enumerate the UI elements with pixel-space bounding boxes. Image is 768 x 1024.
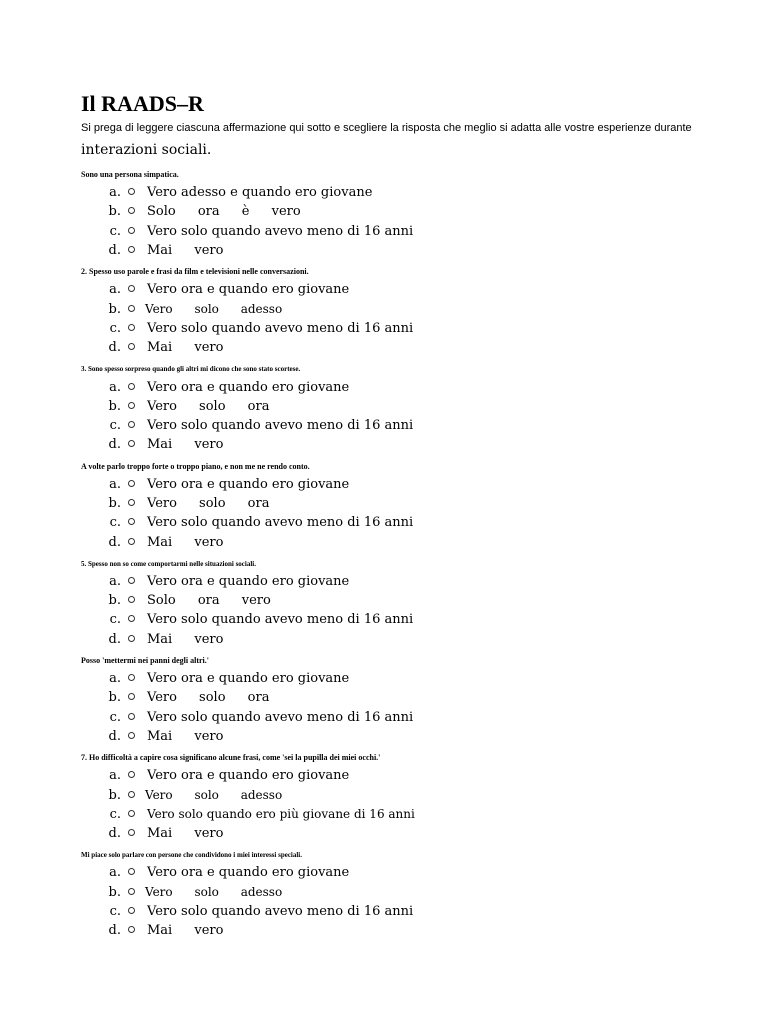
- option-label: Vero adesso e quando ero giovane: [147, 185, 373, 201]
- option-label: Vero solo ora: [147, 496, 270, 511]
- radio-icon[interactable]: [128, 810, 135, 817]
- answer-option-d[interactable]: [81, 338, 741, 357]
- answer-option-d[interactable]: [81, 921, 741, 940]
- question-4: [81, 455, 741, 552]
- option-label: Vero ora e quando ero giovane: [147, 865, 350, 881]
- answer-option-a[interactable]: [81, 669, 741, 688]
- radio-icon[interactable]: [128, 246, 135, 253]
- radio-icon[interactable]: [128, 227, 135, 234]
- option-letter: a.: [109, 282, 121, 298]
- answer-options: [81, 377, 741, 454]
- option-letter: b.: [108, 690, 121, 706]
- option-letter: a.: [109, 865, 121, 881]
- answer-option-a[interactable]: [81, 475, 741, 494]
- answer-option-d[interactable]: [81, 532, 741, 551]
- option-letter: c.: [109, 418, 121, 434]
- option-letter: c.: [109, 320, 121, 336]
- radio-icon[interactable]: [128, 635, 135, 642]
- option-label: Vero solo ora: [147, 690, 270, 706]
- option-label: Vero solo quando avevo meno di 16 anni: [147, 904, 414, 920]
- option-letter: a.: [109, 768, 121, 784]
- answer-option-c[interactable]: [81, 222, 741, 241]
- question-text: A volte parlo troppo forte o troppo piano, e non me ne rendo conto.: [81, 461, 310, 471]
- answer-option-b[interactable]: [81, 494, 741, 513]
- option-letter: d.: [108, 437, 121, 453]
- question-text: 2. Spesso uso parole e frasi da film e televisioni nelle conversazioni.: [81, 267, 309, 277]
- question-5: [81, 552, 741, 649]
- option-letter: d.: [108, 826, 121, 842]
- answer-option-b[interactable]: [81, 397, 741, 416]
- answer-option-b[interactable]: [81, 299, 741, 318]
- intro-text-continued: interazioni sociali.: [81, 142, 212, 158]
- radio-icon[interactable]: [128, 285, 135, 292]
- option-label: Vero ora e quando ero giovane: [147, 282, 350, 298]
- document-title: Il RAADS–R: [81, 91, 204, 116]
- radio-icon[interactable]: [128, 383, 135, 390]
- option-letter: b.: [108, 884, 121, 900]
- document-page: [81, 90, 741, 941]
- answer-options: [81, 669, 741, 746]
- option-label: Vero solo quando avevo meno di 16 anni: [147, 320, 414, 336]
- radio-icon[interactable]: [128, 868, 135, 875]
- radio-icon[interactable]: [128, 440, 135, 447]
- question-8: [81, 843, 741, 940]
- option-letter: c.: [109, 223, 121, 239]
- radio-icon[interactable]: [128, 499, 135, 506]
- answer-option-d[interactable]: [81, 630, 741, 649]
- option-label: Mai vero: [147, 437, 224, 453]
- answer-option-c[interactable]: [81, 902, 741, 921]
- answer-option-c[interactable]: [81, 513, 741, 532]
- option-letter: b.: [108, 593, 121, 609]
- option-label: Vero solo quando avevo meno di 16 anni: [147, 709, 414, 725]
- answer-option-b[interactable]: [81, 591, 741, 610]
- option-label: Vero solo ora: [147, 398, 270, 414]
- option-label: Vero ora e quando ero giovane: [147, 768, 350, 784]
- option-label: Vero ora e quando ero giovane: [147, 573, 350, 589]
- radio-icon[interactable]: [128, 693, 135, 700]
- radio-icon[interactable]: [128, 926, 135, 933]
- option-letter: a.: [109, 476, 121, 492]
- question-3: [81, 357, 741, 454]
- radio-icon[interactable]: [128, 771, 135, 778]
- answer-option-a[interactable]: [81, 572, 741, 591]
- option-label: Vero solo adesso: [145, 885, 283, 900]
- option-label: Vero ora e quando ero giovane: [147, 379, 350, 395]
- option-label: Vero solo quando ero più giovane di 16 anni: [147, 807, 415, 822]
- radio-icon[interactable]: [128, 713, 135, 720]
- answer-options: [81, 572, 741, 649]
- answer-options: [81, 280, 741, 357]
- option-letter: c.: [109, 806, 121, 822]
- answer-option-a[interactable]: [81, 863, 741, 882]
- answer-option-d[interactable]: [81, 435, 741, 454]
- answer-option-a[interactable]: [81, 280, 741, 299]
- option-letter: d.: [108, 631, 121, 647]
- radio-icon[interactable]: [128, 791, 135, 798]
- answer-option-b[interactable]: [81, 883, 741, 902]
- answer-options: [81, 475, 741, 552]
- question-text: Mi piace solo parlare con persone che condividono i miei interessi speciali.: [81, 851, 303, 860]
- option-letter: a.: [109, 379, 121, 395]
- radio-icon[interactable]: [128, 402, 135, 409]
- answer-option-a[interactable]: [81, 183, 741, 202]
- intro-text: Si prega di leggere ciascuna affermazione qui sotto e scegliere la risposta che meglio si adatta alle vostre esperienze durante: [81, 122, 692, 134]
- question-text: Sono una persona simpatica.: [81, 170, 179, 179]
- radio-icon[interactable]: [128, 305, 135, 312]
- radio-icon[interactable]: [128, 207, 135, 214]
- option-label: Vero solo quando avevo meno di 16 anni: [147, 612, 414, 628]
- option-letter: d.: [108, 728, 121, 744]
- option-label: Mai vero: [147, 826, 224, 842]
- radio-icon[interactable]: [128, 343, 135, 350]
- answer-option-c[interactable]: [81, 610, 741, 629]
- radio-icon[interactable]: [128, 538, 135, 545]
- option-label: Vero solo quando avevo meno di 16 anni: [147, 418, 414, 434]
- answer-option-a[interactable]: [81, 766, 741, 785]
- option-letter: c.: [109, 515, 121, 531]
- answer-option-b[interactable]: [81, 688, 741, 707]
- answer-option-d[interactable]: [81, 727, 741, 746]
- option-label: Solo ora vero: [147, 593, 271, 609]
- question-6: [81, 649, 741, 746]
- option-label: Vero solo adesso: [145, 302, 283, 317]
- option-label: Mai vero: [147, 923, 224, 939]
- option-letter: d.: [108, 340, 121, 356]
- radio-icon[interactable]: [128, 907, 135, 914]
- option-letter: b.: [108, 301, 121, 317]
- option-letter: c.: [109, 709, 121, 725]
- option-label: Vero solo adesso: [145, 788, 283, 803]
- radio-icon[interactable]: [128, 888, 135, 895]
- answer-option-c[interactable]: [81, 319, 741, 338]
- radio-icon[interactable]: [128, 732, 135, 739]
- option-letter: c.: [109, 904, 121, 920]
- radio-icon[interactable]: [128, 421, 135, 428]
- option-label: Mai vero: [147, 728, 224, 744]
- question-7: [81, 746, 741, 843]
- radio-icon[interactable]: [128, 577, 135, 584]
- option-label: Vero ora e quando ero giovane: [147, 476, 350, 492]
- radio-icon[interactable]: [128, 674, 135, 681]
- answer-option-d[interactable]: [81, 824, 741, 843]
- radio-icon[interactable]: [128, 596, 135, 603]
- option-letter: b.: [108, 787, 121, 803]
- radio-icon[interactable]: [128, 615, 135, 622]
- question-text: Posso 'mettermi nei panni degli altri.': [81, 655, 209, 665]
- answer-option-c[interactable]: [81, 708, 741, 727]
- radio-icon[interactable]: [128, 188, 135, 195]
- option-label: Mai vero: [147, 243, 224, 259]
- option-label: Mai vero: [147, 534, 224, 550]
- answer-options: [81, 863, 741, 940]
- option-letter: b.: [108, 398, 121, 414]
- option-label: Mai vero: [147, 631, 224, 647]
- option-letter: c.: [109, 612, 121, 628]
- option-letter: b.: [108, 204, 121, 220]
- answer-option-d[interactable]: [81, 241, 741, 260]
- question-2: [81, 260, 741, 357]
- option-label: Vero ora e quando ero giovane: [147, 671, 350, 687]
- answer-option-b[interactable]: [81, 202, 741, 221]
- option-label: Mai vero: [147, 340, 224, 356]
- question-text: 5. Spesso non so come comportarmi nelle situazioni sociali.: [81, 559, 256, 568]
- option-letter: d.: [108, 923, 121, 939]
- answer-options: [81, 183, 741, 260]
- question-text: 7. Ho difficoltà a capire cosa significano alcune frasi, come 'sei la pupilla dei miei occhi.': [81, 753, 381, 763]
- radio-icon[interactable]: [128, 829, 135, 836]
- option-label: Vero solo quando avevo meno di 16 anni: [147, 515, 414, 531]
- radio-icon[interactable]: [128, 480, 135, 487]
- option-label: Solo ora è vero: [147, 204, 301, 220]
- answer-option-c[interactable]: [81, 416, 741, 435]
- answer-option-b[interactable]: [81, 785, 741, 804]
- option-letter: d.: [108, 243, 121, 259]
- answer-option-a[interactable]: [81, 377, 741, 396]
- option-letter: a.: [109, 185, 121, 201]
- radio-icon[interactable]: [128, 324, 135, 331]
- radio-icon[interactable]: [128, 518, 135, 525]
- answer-option-c[interactable]: [81, 805, 741, 824]
- option-letter: a.: [109, 671, 121, 687]
- question-text: 3. Sono spesso sorpreso quando gli altri mi dicono che sono stato scortese.: [81, 365, 301, 374]
- answer-options: [81, 766, 741, 843]
- option-letter: a.: [109, 573, 121, 589]
- option-letter: d.: [108, 534, 121, 550]
- question-1: [81, 163, 741, 260]
- option-letter: b.: [108, 496, 121, 511]
- option-label: Vero solo quando avevo meno di 16 anni: [147, 223, 414, 239]
